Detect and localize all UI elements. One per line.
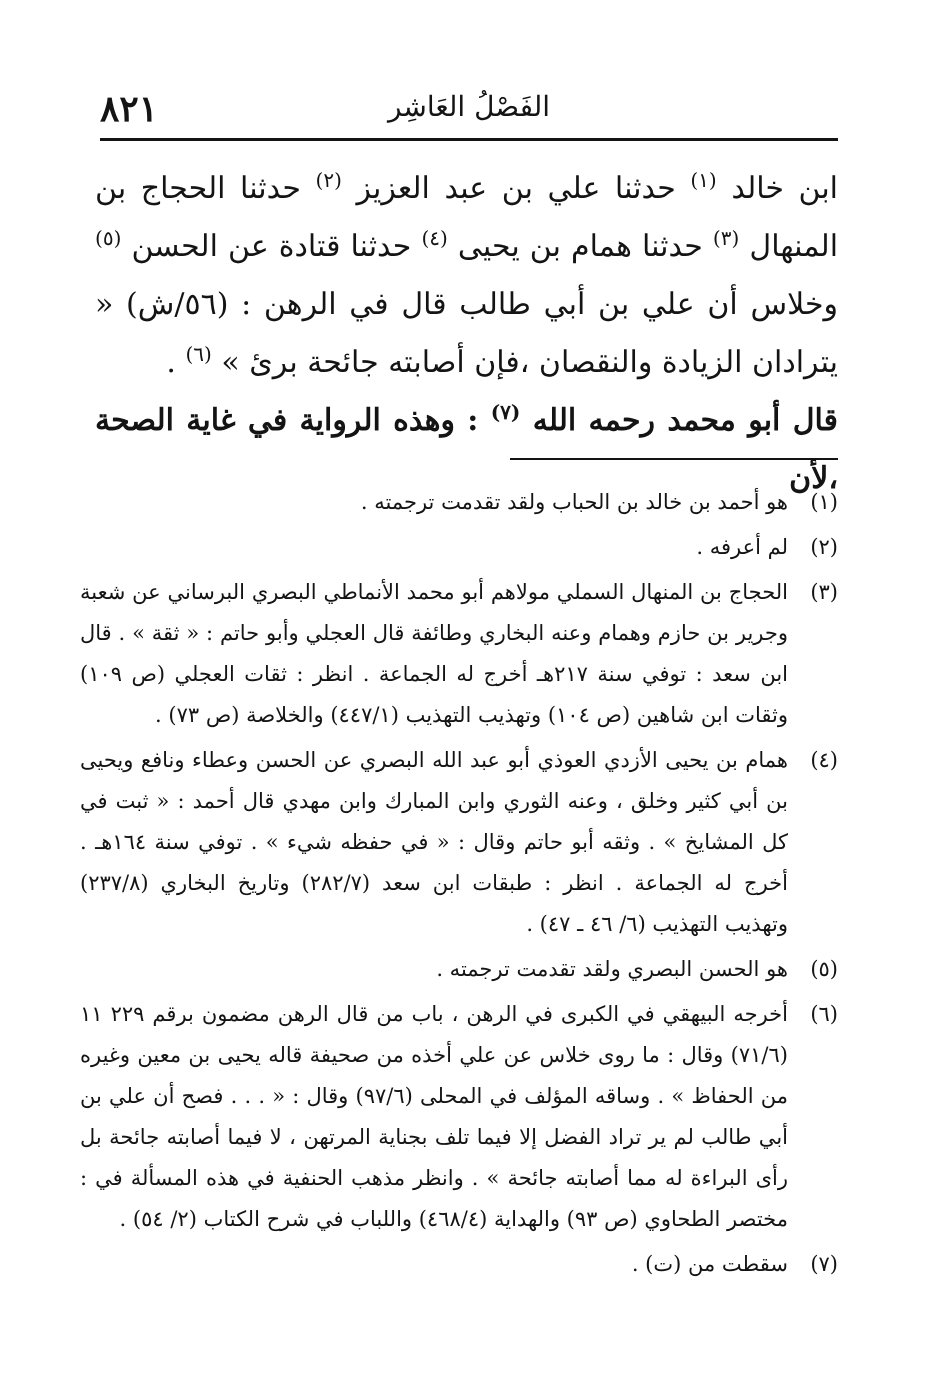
footnote-number: (٧): [810, 1252, 838, 1276]
footnote-ref: (٢): [315, 168, 342, 192]
footnote-text: هو أحمد بن خالد بن الحباب ولقد تقدمت ترجمته .: [360, 490, 788, 514]
text-segment: ابن خالد: [731, 171, 839, 206]
footnote-divider: [510, 458, 838, 460]
footnote-text: لم أعرفه .: [696, 535, 788, 559]
footnote: [80, 482, 838, 523]
text-segment: وخلاس أن علي بن أبي طالب قال في الرهن : (٥٦/ش) « يترادان الزيادة والنقصان ،فإن أصابته جائحة برئ »: [95, 287, 838, 380]
footnote: [80, 527, 838, 568]
text-segment: : وهذه الرواية في غاية الصحة ،لأن: [95, 403, 838, 496]
main-paragraph: [95, 160, 838, 392]
footnote: [80, 740, 838, 945]
text-segment: حدثنا الحجاج بن المنهال: [95, 171, 839, 264]
text-segment: حدثنا همام بن يحيى: [457, 229, 703, 264]
header-rule: [100, 138, 838, 141]
footnote-ref: (٧): [490, 400, 521, 424]
footnote-text: هو الحسن البصري ولقد تقدمت ترجمته .: [436, 957, 788, 981]
running-title: الفَصْلُ العَاشِر: [387, 90, 551, 123]
footnote-text: سقطت من (ت) .: [631, 1252, 788, 1276]
footnote-text: الحجاج بن المنهال السملي مولاهم أبو محمد الأنماطي البصري البرساني عن شعبة وجرير بن حازم وهمام وعنه البخاري وطائفة قال العجلي وأبو حاتم : « ثقة » . قال ابن سعد : توفي سنة ٢١٧هـ أخرج له الجماعة . انظر : ثقات العجلي (ص ١٠٩) وثقات ابن شاهين (ص ١٠٤) وتهذيب التهذيب (٤٤٧/١) والخلاصة (ص ٧٣) .: [80, 580, 788, 727]
footnote-number: (٣): [810, 580, 838, 604]
footnote-number: (٥): [810, 957, 838, 981]
footnote-number: (٦): [810, 1002, 838, 1026]
footnote-number: (٢): [810, 535, 838, 559]
footnote: [80, 994, 838, 1240]
footnote-text: أخرجه البيهقي في الكبرى في الرهن ، باب من قال الرهن مضمون برقم ٢٢٩ ١١ (٧١/٦) وقال : ما روى خلاس عن علي أخذه من صحيفة قاله يحيى بن معين وغيره من الحفاظ » . وساقه المؤلف في المحلى (٩٧/٦) وقال : « . . . فصح أن علي بن أبي طالب لم ير تراد الفضل إلا فيما تلف بجناية المرتهن ، لا فيما أصابته جائحة بل رأى البراءة له مما أصابته جائحة » . وانظر مذهب الحنفية في هذه المسألة في : مختصر الطحاوي (ص ٩٣) والهداية (٤٦٨/٤) واللباب في شرح الكتاب (٢/ ٥٤) .: [80, 1002, 788, 1231]
footnote: [80, 949, 838, 990]
text-segment: حدثنا قتادة عن الحسن: [131, 229, 412, 264]
page-number: ٨٢١: [100, 88, 159, 130]
footnotes-section: [80, 482, 838, 1289]
footnote-ref: (٥): [95, 226, 122, 250]
footnote-number: (١): [810, 490, 838, 514]
footnote: [80, 572, 838, 736]
text-segment: قال أبو محمد رحمه الله: [532, 403, 839, 438]
footnote-ref: (١): [690, 168, 717, 192]
footnote-ref: (٤): [421, 226, 448, 250]
text-segment: حدثنا علي بن عبد العزيز: [356, 171, 676, 206]
page-header: [100, 88, 838, 134]
main-text: [95, 160, 838, 508]
footnote-ref: (٦): [185, 342, 212, 366]
footnote-ref: (٣): [712, 226, 740, 250]
footnote: [80, 1244, 838, 1285]
footnote-text: همام بن يحيى الأزدي العوذي أبو عبد الله البصري عن الحسن وعطاء ونافع ويحيى بن أبي كثير وخلق ، وعنه الثوري وابن المبارك وابن مهدي قال أحمد : « ثبت في كل المشايخ » . وثقه أبو حاتم وقال : « في حفظه شيء » . توفي سنة ١٦٤هـ . أخرج له الجماعة . انظر : طبقات ابن سعد (٢٨٢/٧) وتاريخ البخاري (٢٣٧/٨) وتهذيب التهذيب (٦/ ٤٦ ـ ٤٧) .: [80, 748, 788, 936]
text-segment: .: [166, 345, 176, 380]
footnote-number: (٤): [810, 748, 838, 772]
